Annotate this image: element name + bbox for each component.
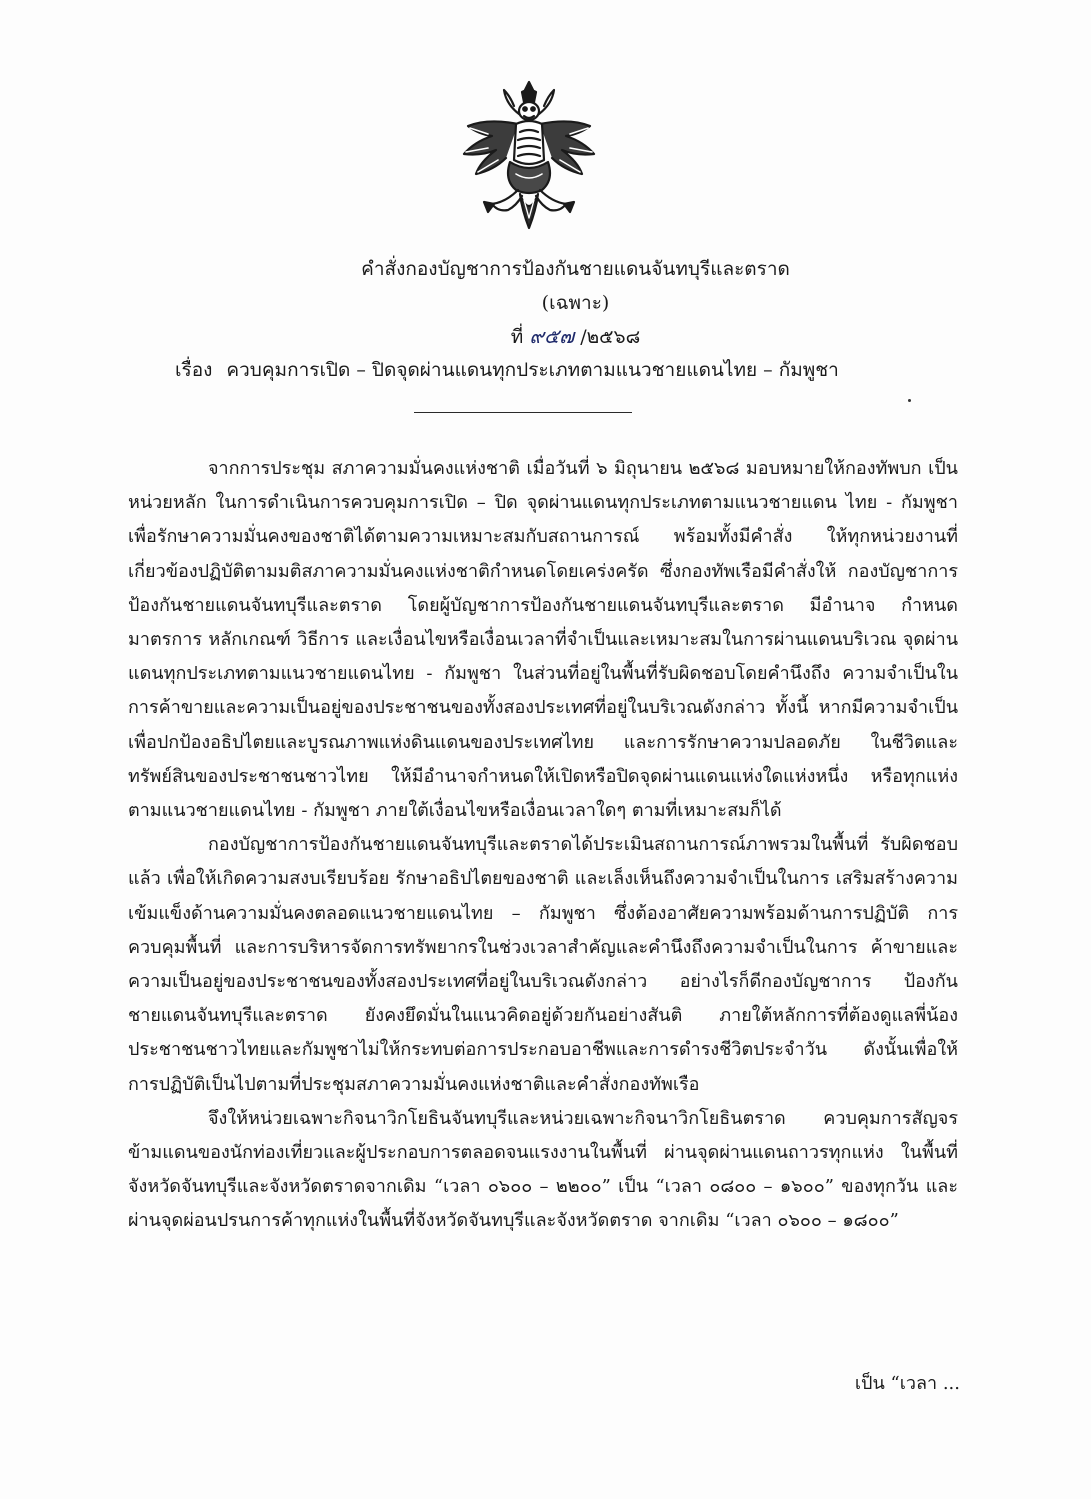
- subject-text: ควบคุมการเปิด – ปิดจุดผ่านแดนทุกประเภทตามแนวชายแดนไทย – กัมพูชา: [226, 359, 839, 381]
- subject-label: เรื่อง: [175, 359, 213, 381]
- order-number: ๙๕๗: [529, 324, 575, 348]
- order-title: คำสั่งกองบัญชาการป้องกันชายแดนจันทบุรีและตราด: [361, 258, 790, 280]
- order-number-year: /๒๕๖๘: [580, 326, 641, 348]
- order-number-line: [30, 323, 1091, 350]
- stray-mark: [908, 399, 911, 402]
- body-paragraph-2: กองบัญชาการป้องกันชายแดนจันทบุรีและตราดได้ประเมินสถานการณ์ภาพรวมในพื้นที่ รับผิดชอบแล้ว เพื่อให้เกิดความสงบเรียบร้อย รักษาอธิปไตยของชาติ และเล็งเห็นถึงความจำเป็นในการ เสริมสร้างความเข้มแข็งด้านความมั่นคงตลอดแนวชายแดนไทย – กัมพูชา ซึ่งต้องอาศัยความพร้อมด้านการปฏิบัติ การควบคุมพื้นที่ และการบริหารจัดการทรัพยากรในช่วงเวลาสำคัญและคำนึงถึงความจำเป็นในการ ค้าขายและความเป็นอยู่ของประชาชนของทั้งสองประเทศที่อยู่ในบริเวณดังกล่าว อย่างไรก็ดีกองบัญชาการ ป้องกันชายแดนจันทบุรีและตราด ยังคงยึดมั่นในแนวคิดอยู่ด้วยกันอย่างสันติ ภายใต้หลักการที่ต้องดูแลพี่น้อง ประชาชนชาวไทยและกัมพูชาไม่ให้กระทบต่อการประกอบอาชีพและการดำรงชีวิตประจำวัน ดังนั้นเพื่อให้ การปฏิบัติเป็นไปตามที่ประชุมสภาความมั่นคงแห่งชาติและคำสั่งกองทัพเรือ: [128, 834, 958, 1095]
- classification-label: (เฉพาะ): [541, 292, 610, 314]
- order-body: [128, 452, 958, 1239]
- header-divider: [414, 412, 632, 413]
- garuda-emblem-icon: [458, 78, 600, 236]
- subject-line: [175, 357, 895, 383]
- page-continuation: เป็น “เวลา ...: [854, 1373, 960, 1394]
- body-paragraph-1: จากการประชุม สภาความมั่นคงแห่งชาติ เมื่อวันที่ ๖ มิถุนายน ๒๕๖๘ มอบหมายให้กองทัพบก เป็นหน่วยหลัก ในการดำเนินการควบคุมการเปิด – ปิด จุดผ่านแดนทุกประเภทตามแนวชายแดน ไทย - กัมพูชา เพื่อรักษาความมั่นคงของชาติได้ตามความเหมาะสมกับสถานการณ์ พร้อมทั้งมีคำสั่ง ให้ทุกหน่วยงานที่เกี่ยวข้องปฏิบัติตามมติสภาความมั่นคงแห่งชาติกำหนดโดยเคร่งครัด ซึ่งกองทัพเรือมีคำสั่งให้ กองบัญชาการป้องกันชายแดนจันทบุรีและตราด โดยผู้บัญชาการป้องกันชายแดนจันทบุรีและตราด มีอำนาจ กำหนดมาตรการ หลักเกณฑ์ วิธีการ และเงื่อนไขหรือเงื่อนเวลาที่จำเป็นและเหมาะสมในการผ่านแดนบริเวณ จุดผ่านแดนทุกประเภทตามแนวชายแดนไทย - กัมพูชา ในส่วนที่อยู่ในพื้นที่รับผิดชอบโดยคำนึงถึง ความจำเป็นในการค้าขายและความเป็นอยู่ของประชาชนของทั้งสองประเทศที่อยู่ในบริเวณดังกล่าว ทั้งนี้ หากมีความจำเป็นเพื่อปกป้องอธิปไตยและบูรณภาพแห่งดินแดนของประเทศไทย และการรักษาความปลอดภัย ในชีวิตและทรัพย์สินของประชาชนชาวไทย ให้มีอำนาจกำหนดให้เปิดหรือปิดจุดผ่านแดนแห่งใดแห่งหนึ่ง หรือทุกแห่งตามแนวชายแดนไทย - กัมพูชา ภายใต้เงื่อนไขหรือเงื่อนเวลาใดๆ ตามที่เหมาะสมก็ได้: [128, 458, 958, 822]
- body-paragraph-3: จึงให้หน่วยเฉพาะกิจนาวิกโยธินจันทบุรีและหน่วยเฉพาะกิจนาวิกโยธินตราด ควบคุมการสัญจร ข้ามแดนของนักท่องเที่ยวและผู้ประกอบการตลอดจนแรงงานในพื้นที่ ผ่านจุดผ่านแดนถาวรทุกแห่ง ในพื้นที่จังหวัดจันทบุรีและจังหวัดตราดจากเดิม “เวลา ๐๖๐๐ – ๒๒๐๐” เป็น “เวลา ๐๘๐๐ – ๑๖๐๐” ของทุกวัน และผ่านจุดผ่อนปรนการค้าทุกแห่งในพื้นที่จังหวัดจันทบุรีและจังหวัดตราด จากเดิม “เวลา ๐๖๐๐ – ๑๘๐๐”: [128, 1107, 958, 1232]
- order-number-prefix: ที่: [510, 326, 524, 348]
